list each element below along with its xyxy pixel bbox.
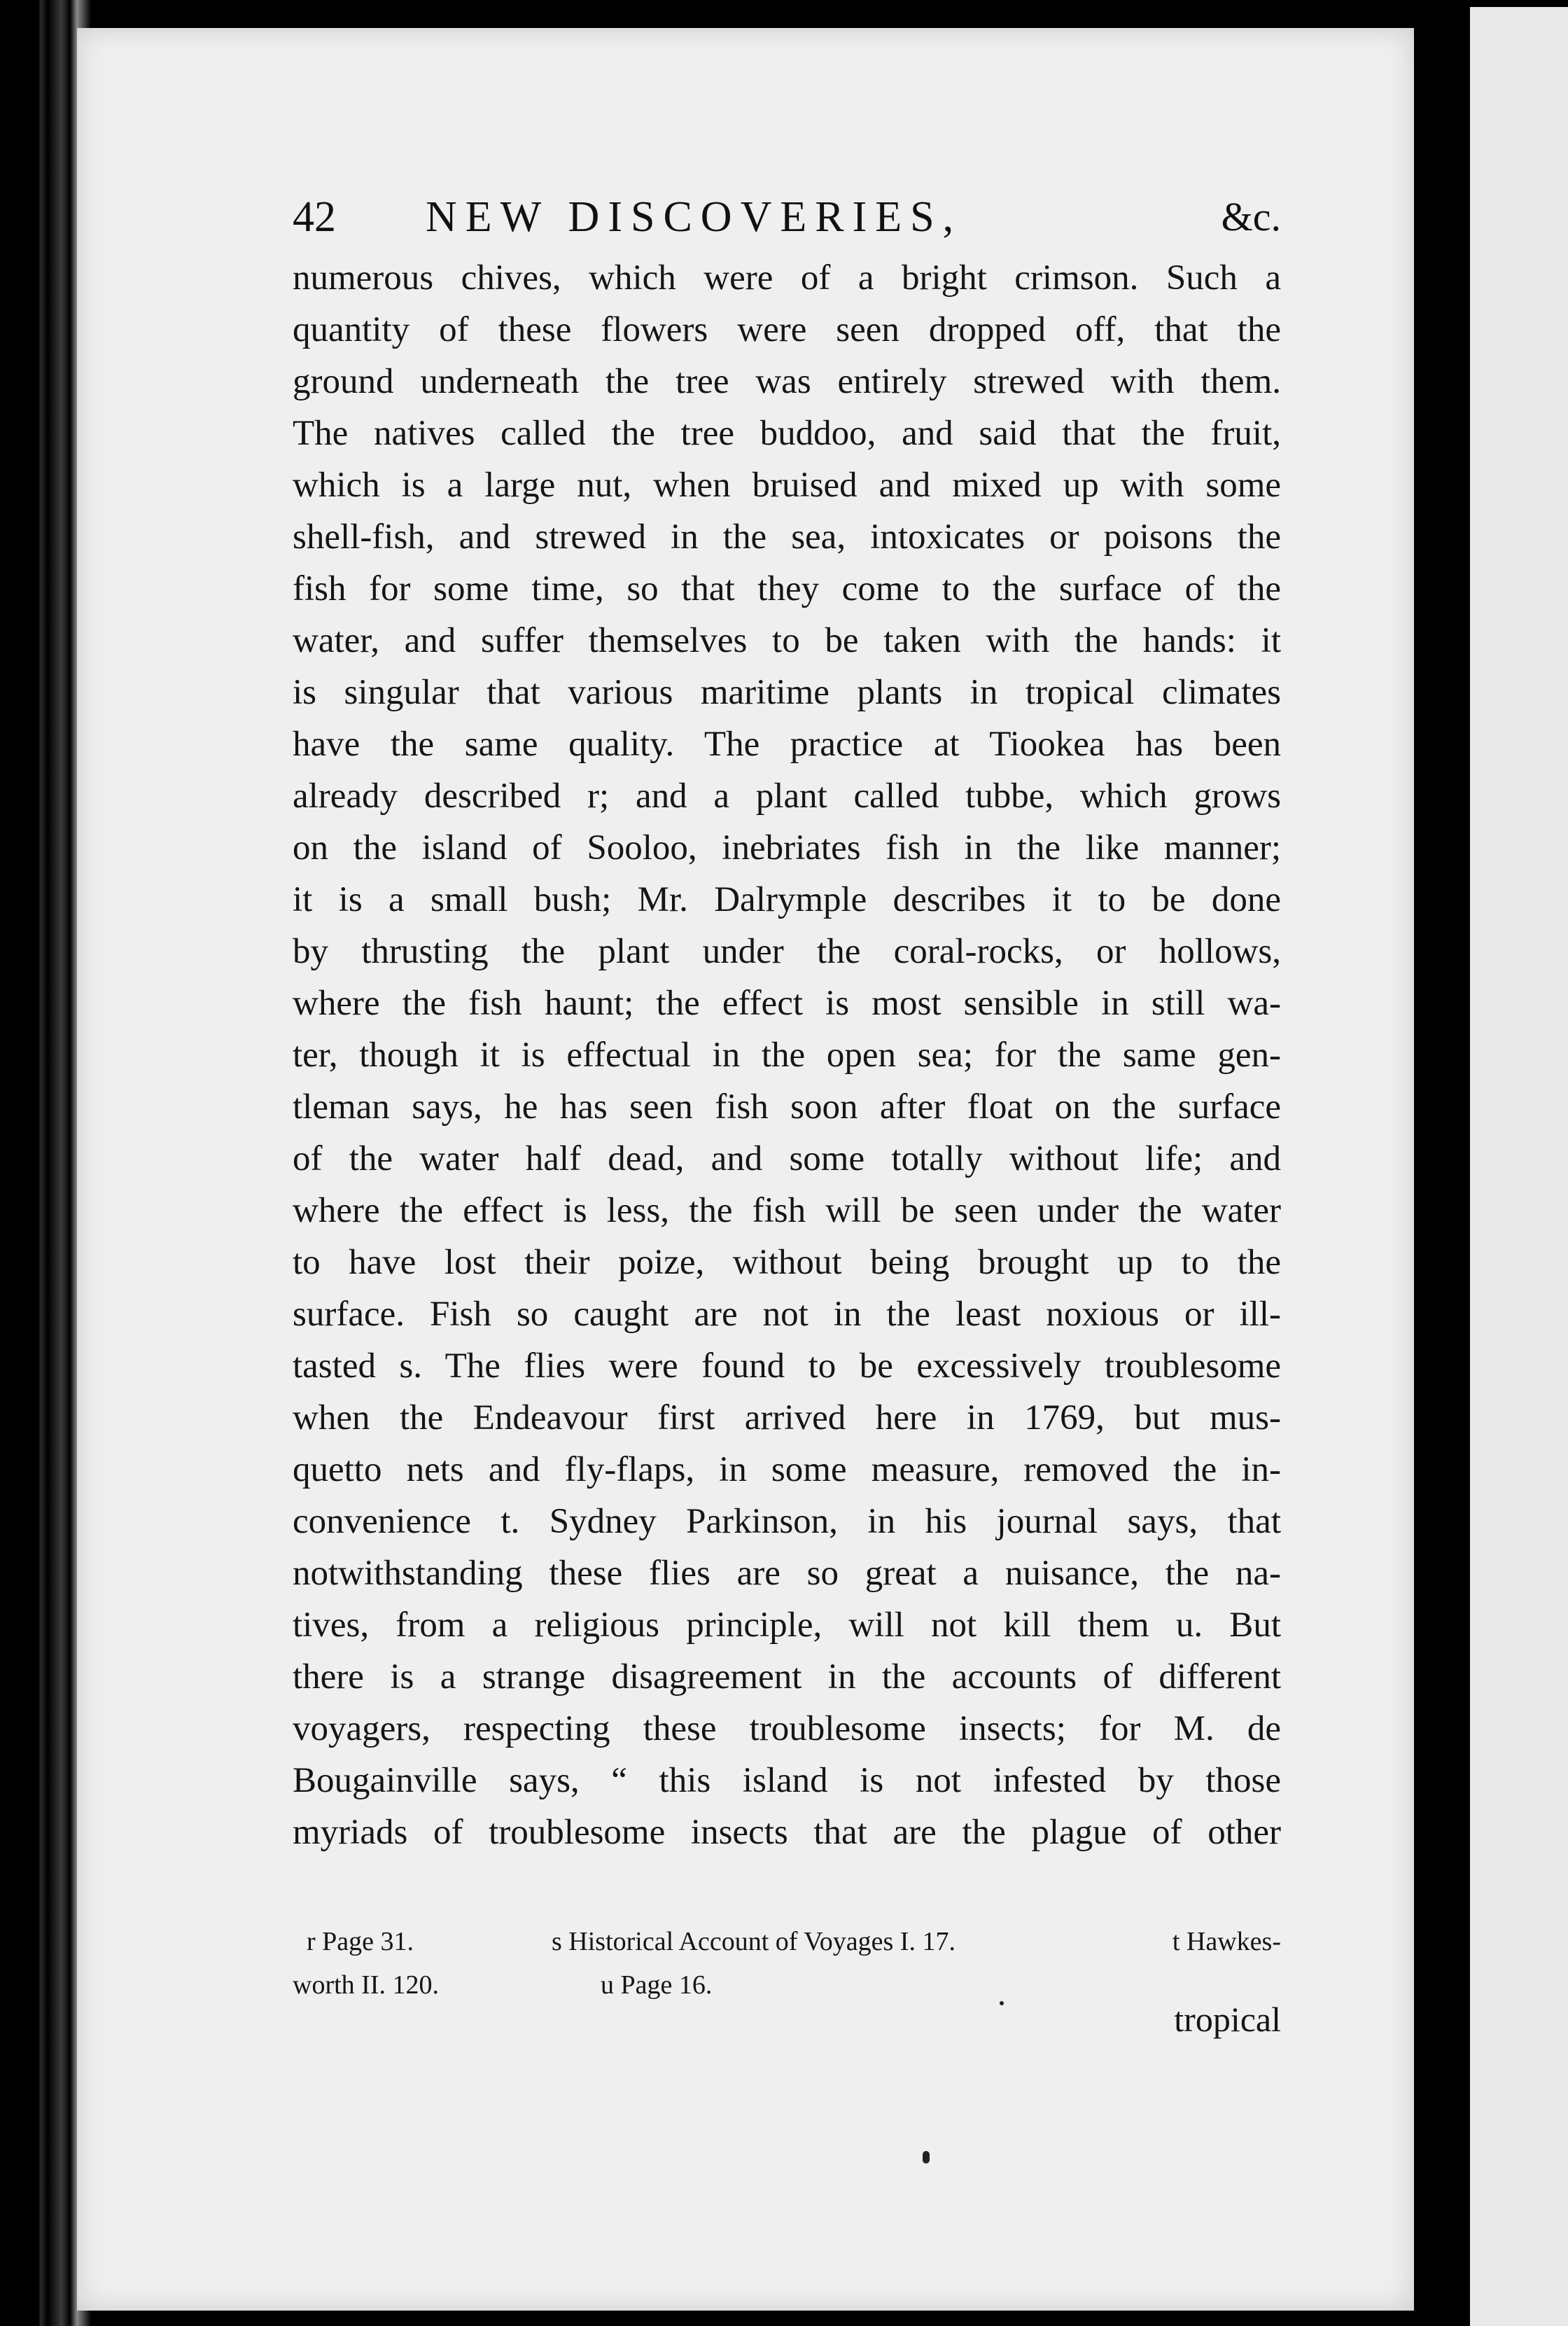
text-line: of the water half dead, and some totally without life; and: [293, 1139, 1281, 1178]
text-line: tasted s. The flies were found to be excessively troublesome: [293, 1346, 1281, 1386]
text-line: surface. Fish so caught are not in the least noxious or ill-: [293, 1295, 1281, 1334]
text-line: by thrusting the plant under the coral-rocks, or hollows,: [293, 932, 1281, 971]
page-gutter: [1414, 0, 1470, 2326]
text-line: which is a large nut, when bruised and mixed up with some: [293, 466, 1281, 505]
text-line: to have lost their poize, without being brought up to the: [293, 1243, 1281, 1282]
text-line: ground underneath the tree was entirely strewed with them.: [293, 362, 1281, 401]
text-line: fish for some time, so that they come to the surface of the: [293, 569, 1281, 608]
text-line: voyagers, respecting these troublesome insects; for M. de: [293, 1709, 1281, 1748]
page-number: 42: [293, 193, 336, 241]
text-line: ter, though it is effectual in the open sea; for the same gen-: [293, 1036, 1281, 1075]
text-line: tives, from a religious principle, will not kill them u. But: [293, 1606, 1281, 1645]
footnote-t: t Hawkes-: [1172, 1927, 1281, 1956]
running-head-title: NEW DISCOVERIES,: [426, 193, 962, 241]
text-line: already described r; and a plant called tubbe, which grows: [293, 777, 1281, 816]
text-line: where the fish haunt; the effect is most sensible in still wa-: [293, 984, 1281, 1023]
text-line: convenience t. Sydney Parkinson, in his journal says, that: [293, 1502, 1281, 1541]
text-line: myriads of troublesome insects that are the plague of other: [293, 1813, 1281, 1852]
text-line: quetto nets and fly-flaps, in some measure, removed the in-: [293, 1450, 1281, 1489]
running-head-etc: &c.: [1221, 194, 1281, 239]
text-line: have the same quality. The practice at Tiookea has been: [293, 725, 1281, 764]
ink-speck: [923, 2151, 930, 2164]
footnote-u: u Page 16.: [601, 1970, 713, 2000]
text-line: quantity of these flowers were seen dropped off, that the: [293, 310, 1281, 349]
text-line: numerous chives, which were of a bright crimson. Such a: [293, 258, 1281, 298]
text-line: Bougainville says, “ this island is not infested by those: [293, 1761, 1281, 1800]
footnote-r: r Page 31.: [307, 1927, 414, 1956]
ink-speck: [1000, 2001, 1004, 2005]
text-line: it is a small bush; Mr. Dalrymple describes it to be done: [293, 880, 1281, 919]
text-line: tleman says, he has seen fish soon after float on the surface: [293, 1087, 1281, 1127]
text-line: where the effect is less, the fish will be seen under the water: [293, 1191, 1281, 1230]
text-line: shell-fish, and strewed in the sea, intoxicates or poisons the: [293, 517, 1281, 557]
text-line: notwithstanding these flies are so great a nuisance, the na-: [293, 1554, 1281, 1593]
text-line: water, and suffer themselves to be taken with the hands: it: [293, 621, 1281, 660]
footnote-s: s Historical Account of Voyages I. 17.: [552, 1927, 955, 1956]
facing-page-edge: [1470, 7, 1568, 2326]
running-head: [293, 189, 1281, 245]
catchword: tropical: [1174, 2000, 1281, 2039]
text-line: is singular that various maritime plants in tropical climates: [293, 673, 1281, 712]
footnotes: [293, 1922, 1281, 2020]
footnote-t-continued: worth II. 120.: [293, 1970, 439, 2000]
text-line: there is a strange disagreement in the accounts of different: [293, 1657, 1281, 1697]
body-text: [293, 252, 1281, 1858]
text-line: The natives called the tree buddoo, and said that the fruit,: [293, 414, 1281, 453]
text-line: on the island of Sooloo, inebriates fish in the like manner;: [293, 828, 1281, 868]
text-line: when the Endeavour first arrived here in 1769, but mus-: [293, 1398, 1281, 1437]
